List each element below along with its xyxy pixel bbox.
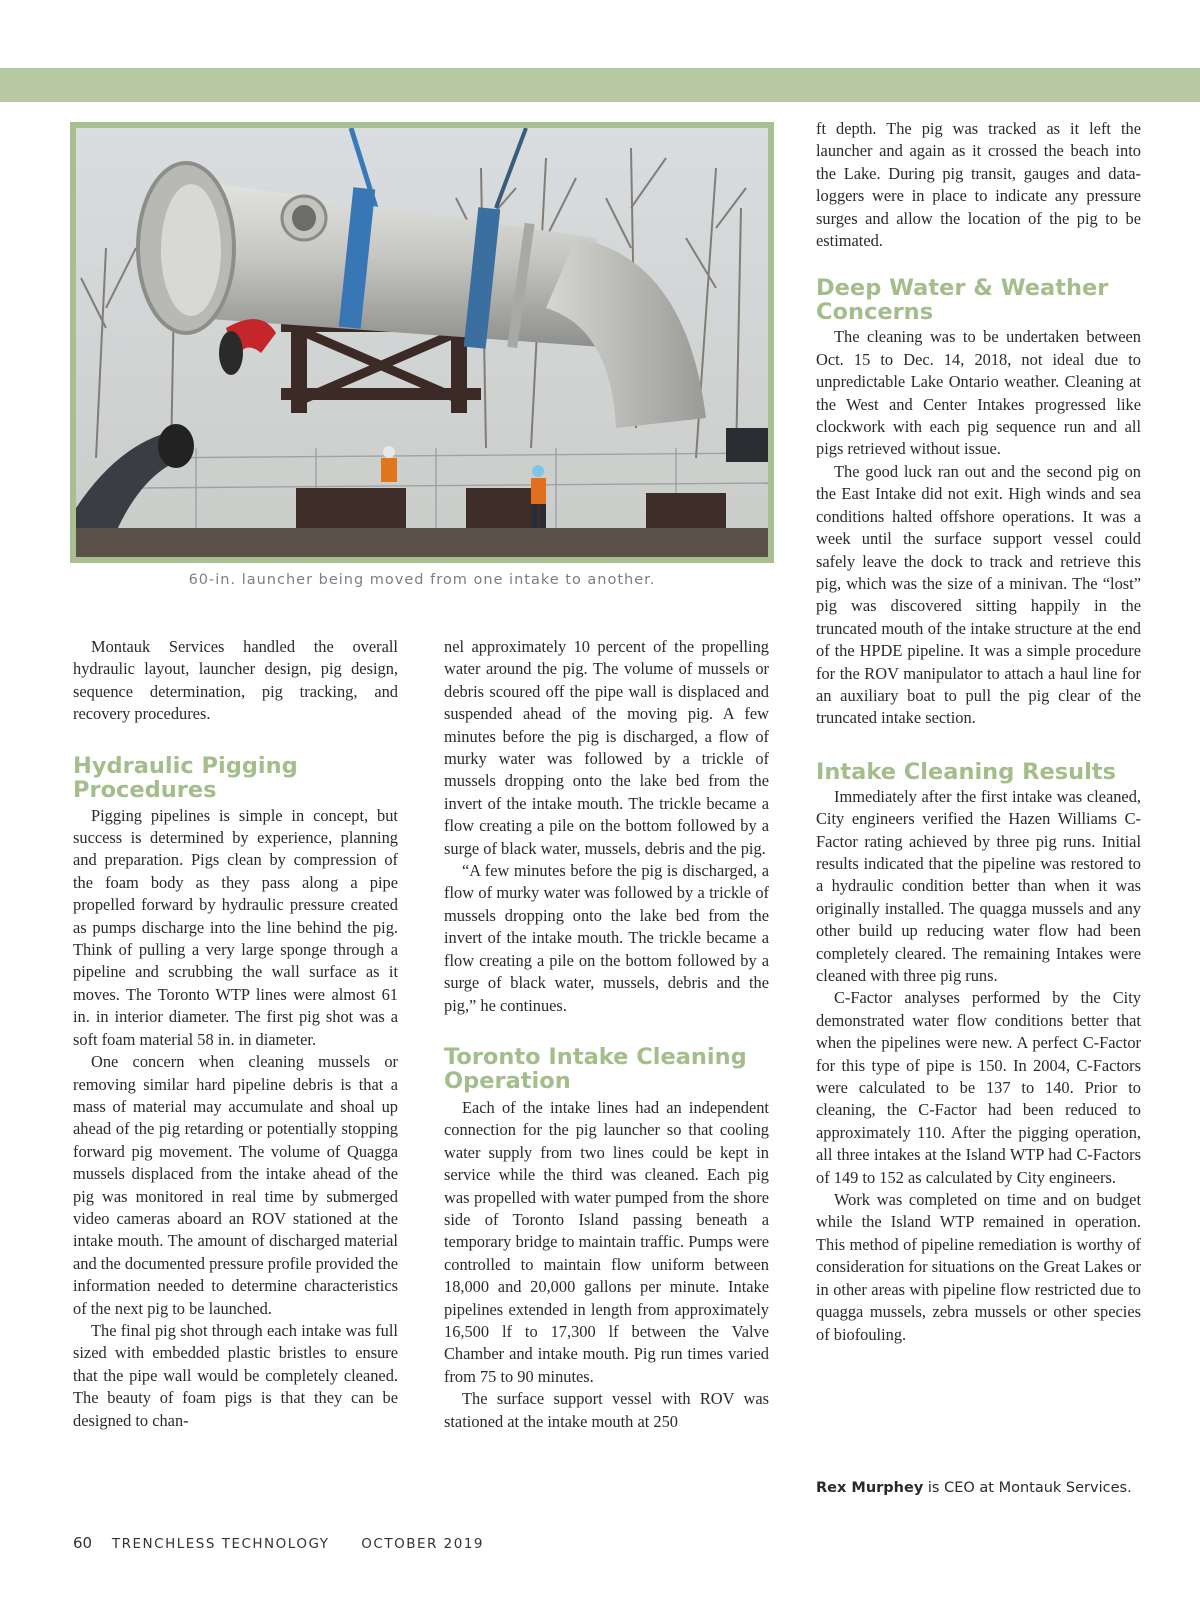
paragraph: ft depth. The pig was tracked as it left the launcher and again as it crossed the beach into the Lake. During pig transit, gauges and data-loggers were in place to indicate any pressure surges and allow the location of the pig to be estimated. — [816, 119, 1141, 251]
paragraph: Each of the intake lines had an independent connection for the pig launcher so that cooling water supply from two lines could be kept in service while the third was cleaned. Each pig was propelled with water pumped from the shore side of Toronto Island passing beneath a temporary bridge to maintain traffic. Pumps were controlled to maintain flow uniform between 18,000 and 20,000 gallons per minute. Intake pipelines extended in length from approximately 16,500 lf to 17,300 lf between the Valve Chamber and intake mouth. Pig run times varied from 75 to 90 minutes. — [444, 1097, 769, 1386]
header-band — [0, 68, 1200, 102]
paragraph: The surface support vessel with ROV was stationed at the intake mouth at 250 — [444, 1389, 769, 1431]
author-name: Rex Murphey — [816, 1480, 924, 1496]
section-heading: Intake Cleaning Results — [816, 758, 1116, 785]
photo-frame — [70, 122, 774, 563]
section-heading: Toronto Intake Cleaning Operation — [444, 1043, 747, 1094]
section-heading: Deep Water & Weather Concerns — [816, 275, 1109, 326]
launcher-photo — [76, 128, 768, 557]
paragraph: Montauk Services handled the overall hydraulic layout, launcher design, pig design, sequence determination, pig tracking, and recovery procedures. — [73, 637, 398, 724]
column-1 — [73, 636, 398, 1432]
section-heading: Hydraulic Pigging Procedures — [73, 752, 298, 803]
paragraph: Work was completed on time and on budget while the Island WTP remained in operation. This method of pipeline remediation is worthy of consideration for situations on the Great Lakes or in other areas with pipeline flow restricted due to quagga mussels, zebra mussels or other species of biofouling. — [816, 1190, 1141, 1344]
column-3 — [816, 118, 1141, 1346]
author-role: is CEO at Montauk Services. — [923, 1480, 1132, 1496]
paragraph: “A few minutes before the pig is discharged, a flow of murky water was followed by a trickle of mussels dropping onto the lake bed from the invert of the intake mouth. The trickle became a flow creating a pile on the bottom followed by a surge of black water, mussels, debris and the pig,” he continues. — [444, 861, 769, 1015]
author-bio — [816, 1480, 1156, 1496]
paragraph: Pigging pipelines is simple in concept, but success is determined by experience, planning and preparation. Pigs clean by compression of the foam body as they pass along a pipe propelled forward by hydraulic pressure created as pumps discharge into the line behind the pig. Think of pulling a very large sponge through a pipeline and scrubbing the wall surface as it moves. The Toronto WTP lines were almost 61 in. in interior diameter. The first pig shot was a soft foam material 58 in. in diameter. — [73, 805, 398, 1049]
column-2 — [444, 636, 769, 1433]
page-number: 60 — [73, 1534, 93, 1552]
paragraph: The good luck ran out and the second pig on the East Intake did not exit. High winds and sea conditions halted offshore operations. It was a week until the surface support vessel could safely leave the dock to track and retrieve this pig, which was the size of a minivan. The “lost” pig was discovered sitting happily in the truncated mouth of the intake structure at the end of the HPDE pipeline. It was a simple procedure for the ROV manipulator to attach a haul line for an auxiliary boat to pull the pig clear of the truncated intake section. — [816, 461, 1141, 728]
issue-date: OCTOBER 2019 — [361, 1536, 485, 1552]
paragraph: One concern when cleaning mussels or removing similar hard pipeline debris is that a mass of material may accumulate and shoal up ahead of the pig retarding or potentially stopping forward pig movement. The volume of Quagga mussels displaced from the intake ahead of the pig was monitored in real time by submerged video cameras aboard an ROV stationed at the intake mouth. The amount of discharged material and the documented pressure profile provided the information needed to determine characteristics of the next pig to be launched. — [73, 1052, 398, 1318]
publication-name: TRENCHLESS TECHNOLOGY — [111, 1536, 330, 1552]
photo-caption: 60-in. launcher being moved from one intake to another. — [188, 572, 656, 588]
paragraph: Immediately after the first intake was cleaned, City engineers verified the Hazen Williams C-Factor rating achieved by three pig runs. Initial results indicated that the pipeline was restored to a hydraulic condition better than when it was originally installed. The quagga mussels and any other build up reducing water flow had been completely cleared. The remaining Intakes were cleaned with three pig runs. — [816, 786, 1141, 985]
paragraph: The cleaning was to be undertaken between Oct. 15 to Dec. 14, 2018, not ideal due to unpredictable Lake Ontario weather. Cleaning at the West and Center Intakes progressed like clockwork with each pig sequence run and all pigs retrieved without issue. — [816, 327, 1141, 459]
paragraph: C-Factor analyses performed by the City demonstrated water flow conditions better that when the pipelines were new. A perfect C-Factor for this type of pipe is 150. In 2004, C-Factors were calculated to be 137 to 140. Prior to cleaning, the C-Factor had been reduced to approximately 110. After the pigging operation, all three intakes at the Island WTP had C-Factors of 149 to 152 as calculated by City engineers. — [816, 988, 1141, 1187]
page-footer — [73, 1534, 510, 1552]
paragraph: The final pig shot through each intake was full sized with embedded plastic bristles to ensure that the pipe wall would be completely cleaned. The beauty of foam pigs is that they can be designed to chan- — [73, 1320, 398, 1430]
paragraph: nel approximately 10 percent of the propelling water around the pig. The volume of mussels or debris scoured off the pipe wall is displaced and suspended ahead of the moving pig. A few minutes before the pig is discharged, a flow of murky water was followed by a trickle of mussels dropping onto the lake bed from the invert of the intake mouth. The trickle became a flow creating a pile on the bottom followed by a surge of black water, mussels, debris and the pig. — [444, 637, 769, 858]
